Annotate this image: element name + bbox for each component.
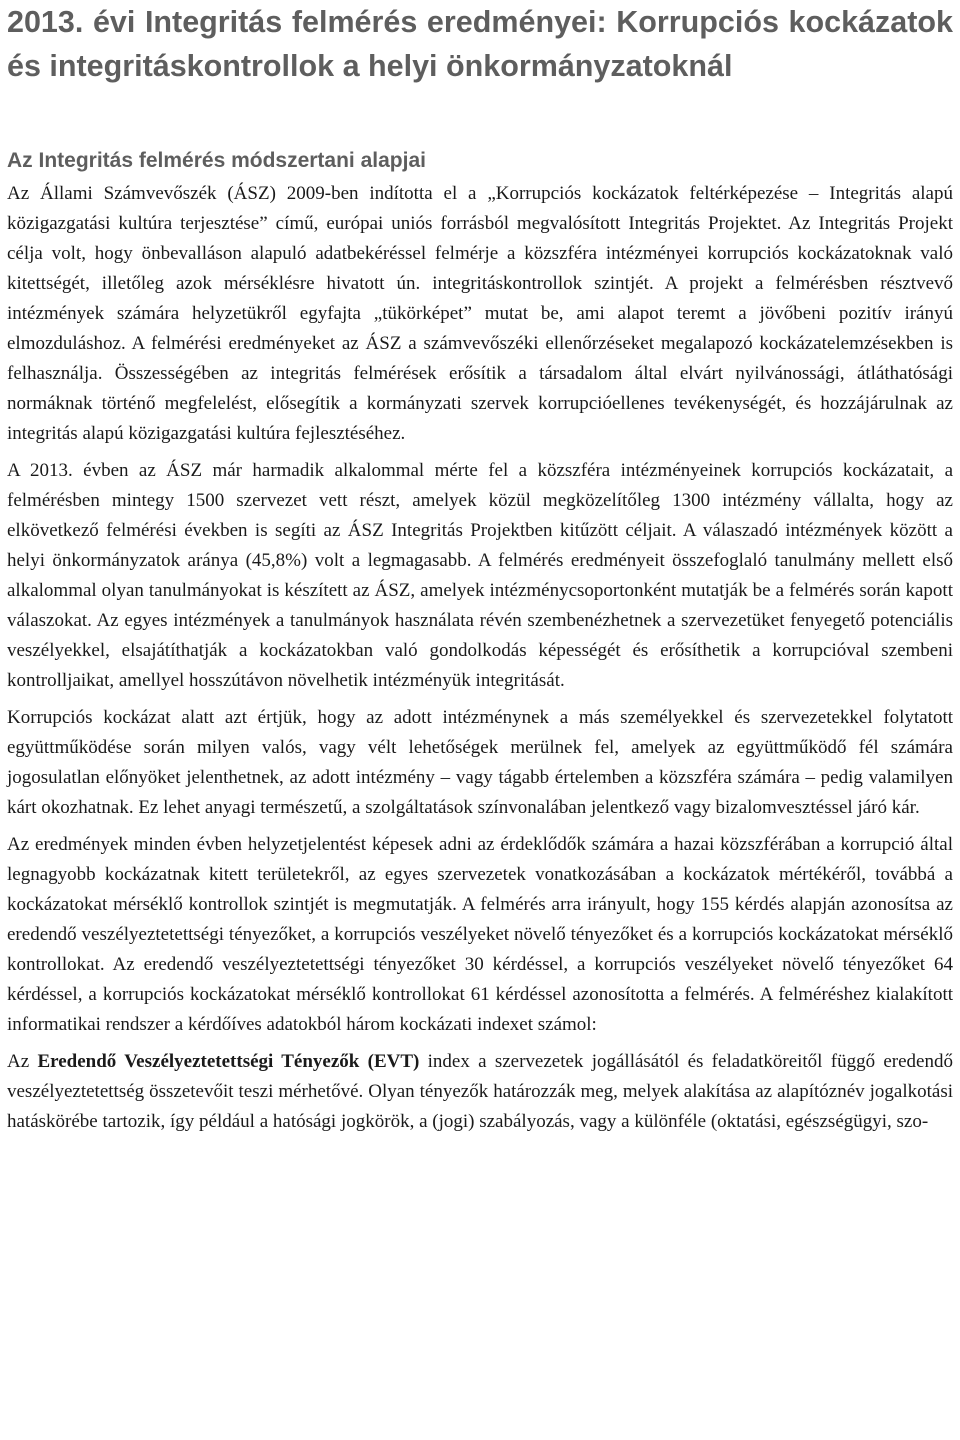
document-title: 2013. évi Integritás felmérés eredményei: Korrupciós kockázatok és integritáskontrollok a helyi önkormányzatoknál [7, 5, 953, 83]
document-page [7, 0, 953, 1137]
paragraph-1: Az Állami Számvevőszék (ÁSZ) 2009-ben indította el a „Korrupciós kockázatok feltérképezése – Integritás alapú közigazgatási kultúra terjesztése” című, európai uniós forrásból megvalósított Integritás Projektet. Az Integritás Projekt célja volt, hogy önbevalláson alapuló adatbekéréssel felmérje a közszféra intézményei korrupciós kockázatoknak való kitettségét, illetőleg azok mérséklésre hivatott ún. integritáskontrollok szintjét. A projekt a felmérésben résztvevő intézmények számára helyzetükről egyfajta „tükörképet” mutat be, ami alapot teremt a jövőbeni pozitív irányú elmozduláshoz. A felmérési eredményeket az ÁSZ a számvevőszéki ellenőrzéseket megalapozó kockázatelemzésekben is felhasználja. Összességében az integritás felmérések erősítik a társadalom által elvárt nyilvánossági, átláthatósági normáknak történő megfelelést, elősegítik a kormányzati szervek korrupcióellenes tevékenységét, és hozzájárulnak az integritás alapú közigazgatási kultúra fejlesztéséhez. [7, 183, 953, 444]
paragraph-5-prefix: Az [7, 1051, 38, 1072]
section-heading: Az Integritás felmérés módszertani alapjai [7, 149, 426, 172]
paragraph-2: A 2013. évben az ÁSZ már harmadik alkalommal mérte fel a közszféra intézményeinek korrupciós kockázatait, a felmérésben mintegy 1500 szervezet vett részt, amelyek közül megközelítőleg 1300 intézmény vállalta, hogy az elkövetkező felmérési években is segíti az ÁSZ Integritás Projektben kitűzött céljait. A válaszadó intézmények között a helyi önkormányzatok aránya (45,8%) volt a legmagasabb. A felmérés eredményeit összefoglaló tanulmány mellett első alkalommal olyan tanulmányokat is készített az ÁSZ, amelyek intézménycsoportonként mutatják be a felmérés során kapott válaszokat. Az egyes intézmények a tanulmányok használata révén szembenézhetnek a szervezetüket fenyegető potenciális veszélyekkel, elsajátíthatják a kockázatokban való gondolkodás képességét és erősíthetik a korrupcióval szembeni kontrolljaikat, amellyel hosszútávon növelhetik intézményük integritását. [7, 460, 953, 691]
paragraph-4: Az eredmények minden évben helyzetjelentést képesek adni az érdeklődők számára a hazai közszférában a korrupció által legnagyobb kockázatnak kitett területekről, az egyes szervezetek vonatkozásában a kockázatok mértékéről, továbbá a kockázatokat mérséklő kontrollok szintjét is megmutatják. A felmérés arra irányult, hogy 155 kérdés alapján azonosítsa az eredendő veszélyeztetettségi tényezőket, a korrupciós veszélyeket növelő tényezőket és a korrupciós kockázatokat mérséklő kontrollokat. Az eredendő veszélyeztetettségi tényezőket 30 kérdéssel, a korrupciós veszélyeket növelő tényezőket 64 kérdéssel, a korrupciós kockázatokat mérséklő kontrollokat 61 kérdéssel azonosította a felmérés. A felméréshez kialakított informatikai rendszer a kérdőíves adatokból három kockázati indexet számol: [7, 834, 953, 1035]
paragraph-5 [7, 1047, 953, 1137]
paragraph-5-body: index a szervezetek jogállásától és feladatköreitől függő eredendő veszélyeztetettség összetevőit teszi mérhetővé. Olyan tényezők határozzák meg, melyek alakítása az alapítóznév jogalkotási hatáskörébe tartozik, így például a hatósági jogkörök, a (jogi) szabályozás, vagy a különféle (oktatási, egészségügyi, szo- [7, 1051, 953, 1132]
paragraph-3: Korrupciós kockázat alatt azt értjük, hogy az adott intézménynek a más személyekkel és szervezetekkel folytatott együttműködése során milyen valós, vagy vélt lehetőségek merülnek fel, amelyek az együttműködő fél számára jogosulatlan előnyöket jelenthetnek, az adott intézmény – vagy tágabb értelemben a közszféra számára – pedig valamilyen kárt okozhatnak. Ez lehet anyagi természetű, a szolgáltatások színvonalában jelentkező vagy bizalomvesztéssel járó kár. [7, 707, 953, 818]
evt-index-term: Eredendő Veszélyeztetettségi Tényezők (EVT) [37, 1051, 420, 1072]
